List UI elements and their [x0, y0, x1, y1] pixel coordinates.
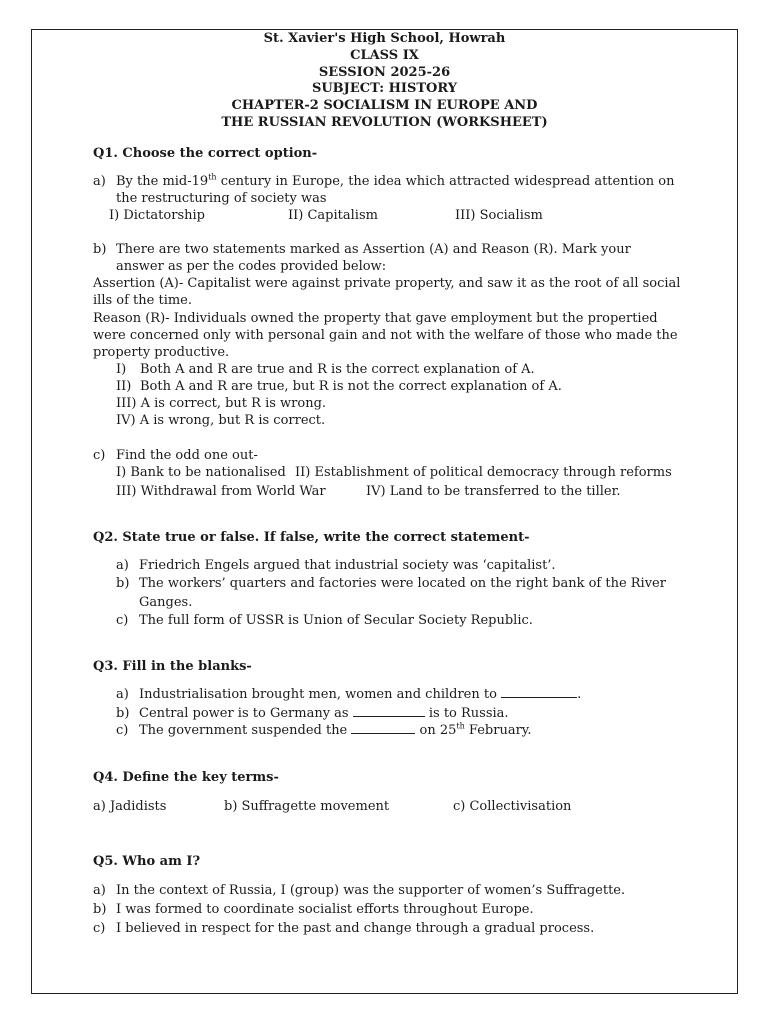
q2c-marker: c) [116, 613, 129, 628]
q1b-reason-line3: property productive. [93, 345, 230, 360]
q4-term-c: c) Collectivisation [453, 799, 572, 814]
q1b-reason-line2: were concerned only with personal gain and not with the welfare of those who made the [93, 328, 678, 343]
q1a-line2: the restructuring of society was [116, 191, 327, 206]
q1a-option-2: II) Capitalism [288, 208, 378, 223]
q2a-text: Friedrich Engels argued that industrial society was ‘capitalist’. [139, 558, 556, 573]
q5c-text: I believed in respect for the past and change through a gradual process. [116, 921, 595, 936]
school-name: St. Xavier's High School, Howrah [263, 31, 506, 46]
q3b-marker: b) [116, 706, 130, 721]
q1b-option-1-num: I) [116, 362, 127, 377]
q1a-option-3: III) Socialism [455, 208, 543, 223]
q1b-line2: answer as per the codes provided below: [116, 259, 387, 274]
q1b-option-2-num: II) [116, 379, 132, 394]
q4-title: Q4. Define the key terms- [93, 770, 279, 785]
q1b-assertion-line1: Assertion (A)- Capitalist were against private property, and saw it as the root of all social [93, 276, 681, 291]
q1c-option-3: III) Withdrawal from World War [116, 484, 326, 499]
q1c-option-1: I) Bank to be nationalised [116, 465, 286, 480]
chapter-title-line2: THE RUSSIAN REVOLUTION (WORKSHEET) [221, 115, 548, 130]
q3c-marker: c) [116, 723, 129, 738]
chapter-title-line1: CHAPTER-2 SOCIALISM IN EUROPE AND [231, 98, 538, 113]
q5c-marker: c) [93, 921, 106, 936]
q1a-line1: By the mid-19th century in Europe, the idea which attracted widespread attention on [116, 172, 675, 189]
q3b-text: Central power is to Germany as is to Russia. [139, 706, 509, 721]
q1c-marker: c) [93, 448, 106, 463]
blank-line[interactable] [351, 722, 415, 734]
q4-term-a: a) Jadidists [93, 799, 167, 814]
q2b-line1: The workers’ quarters and factories were located on the right bank of the River [139, 576, 666, 591]
q1b-option-2-text: Both A and R are true, but R is not the correct explanation of A. [140, 379, 562, 394]
q5a-text: In the context of Russia, I (group) was the supporter of women’s Suffragette. [116, 883, 626, 898]
q1c-option-2: II) Establishment of political democracy through reforms [295, 465, 672, 480]
q1a-option-1: I) Dictatorship [109, 208, 205, 223]
q5b-marker: b) [93, 902, 107, 917]
session-label: SESSION 2025-26 [318, 65, 451, 80]
q3a-text: Industrialisation brought men, women and children to . [139, 687, 582, 702]
q4-term-b: b) Suffragette movement [224, 799, 390, 814]
blank-line[interactable] [501, 686, 577, 698]
q1-title: Q1. Choose the correct option- [93, 146, 318, 161]
q1b-line1: There are two statements marked as Assertion (A) and Reason (R). Mark your [116, 242, 631, 257]
q1b-option-3: III) A is correct, but R is wrong. [116, 396, 327, 411]
q1c-line1: Find the odd one out- [116, 448, 258, 463]
q5-title: Q5. Who am I? [93, 854, 201, 869]
q1b-option-1-text: Both A and R are true and R is the correct explanation of A. [140, 362, 535, 377]
q2c-text: The full form of USSR is Union of Secular Society Republic. [139, 613, 533, 628]
q3-title: Q3. Fill in the blanks- [93, 659, 252, 674]
q1a-marker: a) [93, 174, 106, 189]
q3c-text: The government suspended the on 25th February. [139, 721, 532, 738]
q2a-marker: a) [116, 558, 129, 573]
q5a-marker: a) [93, 883, 106, 898]
q2b-marker: b) [116, 576, 130, 591]
q3a-marker: a) [116, 687, 129, 702]
q1b-reason-line1: Reason (R)- Individuals owned the property that gave employment but the propertied [93, 311, 658, 326]
q1b-marker: b) [93, 242, 107, 257]
blank-line[interactable] [353, 705, 425, 717]
subject-label: SUBJECT: HISTORY [311, 81, 458, 96]
q2-title: Q2. State true or false. If false, write the correct statement- [93, 530, 530, 545]
q1c-option-4: IV) Land to be transferred to the tiller. [366, 484, 621, 499]
q1b-assertion-line2: ills of the time. [93, 293, 193, 308]
q2b-line2: Ganges. [139, 595, 193, 610]
q1b-option-4: IV) A is wrong, but R is correct. [116, 413, 326, 428]
class-label: CLASS IX [350, 48, 419, 63]
q5b-text: I was formed to coordinate socialist efforts throughout Europe. [116, 902, 534, 917]
